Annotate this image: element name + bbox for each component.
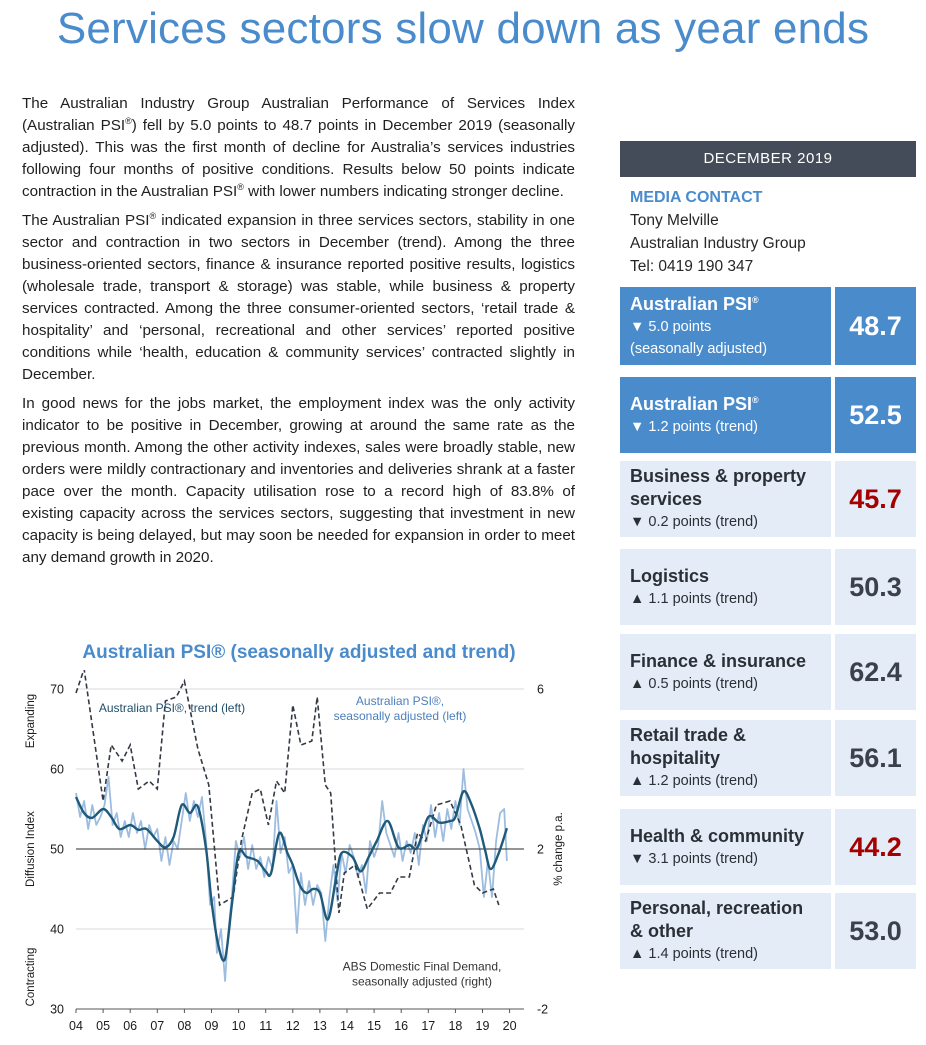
- indicator-card: [620, 461, 916, 537]
- card-label: [620, 377, 831, 453]
- card-name: Personal, recreation & other: [630, 898, 804, 941]
- card-name: Australian PSI®: [630, 393, 759, 414]
- card-label: [620, 287, 831, 365]
- y-tick-right: -2: [537, 1002, 549, 1017]
- sidebar: [620, 141, 916, 962]
- card-value: 44.2: [835, 809, 916, 885]
- contact-org: Australian Industry Group: [630, 235, 806, 252]
- media-contact-label: MEDIA CONTACT: [630, 189, 763, 206]
- x-tick-label: 12: [285, 1019, 300, 1033]
- y-tick-right: 2: [537, 842, 544, 857]
- x-tick-label: 06: [123, 1019, 138, 1033]
- contact-name: Tony Melville: [630, 212, 719, 229]
- y-tick-left: 40: [50, 922, 64, 937]
- annotation-sa-line2: seasonally adjusted (left): [333, 709, 467, 723]
- card-value: 62.4: [835, 634, 916, 710]
- y-tick-left: 50: [50, 842, 64, 857]
- card-label: [620, 893, 831, 969]
- card-name: Health & community: [630, 825, 805, 846]
- card-name: Retail trade & hospitality: [630, 725, 747, 768]
- indicator-card: [620, 634, 916, 710]
- card-value: 52.5: [835, 377, 916, 453]
- y-tick-left: 60: [50, 762, 64, 777]
- card-value: 50.3: [835, 549, 916, 625]
- y-tick-left: 30: [50, 1002, 64, 1017]
- indicator-card: [620, 893, 916, 969]
- registered-mark: ®: [752, 394, 759, 405]
- indicator-card: [620, 720, 916, 796]
- card-change: ▼ 0.2 points (trend): [630, 514, 758, 530]
- x-tick-label: 17: [421, 1019, 436, 1033]
- report-date: DECEMBER 2019: [620, 141, 916, 177]
- card-change: ▼ 1.2 points (trend): [630, 418, 758, 435]
- card-change: ▲ 1.1 points (trend): [630, 590, 758, 607]
- x-tick-label: 05: [96, 1019, 111, 1033]
- x-tick-label: 16: [394, 1019, 409, 1033]
- x-tick-label: 10: [231, 1019, 246, 1033]
- annotation-dfd-line1: ABS Domestic Final Demand,: [342, 959, 502, 974]
- chart-title: Australian PSI® (seasonally adjusted and trend): [82, 642, 516, 663]
- contracting-label: Contracting: [25, 947, 37, 1007]
- y-axis-right-label: % change p.a.: [553, 812, 565, 886]
- card-value: 53.0: [835, 893, 916, 969]
- card-change: ▼ 3.1 points (trend): [630, 850, 758, 867]
- card-name: Business & property services: [630, 466, 807, 509]
- paragraph-2: The Australian PSI® indicated expansion in three services sectors, stability in one sector and contraction in two sectors in December (trend). Among the three business-oriented sectors, finance & insurance reported positive results, logistics (wholesale trade, transport & storage) was stable, while business & property services contracted. Among the three consumer-oriented sectors, ‘retail trade & hospitality’ and ‘personal, recreational and other services’ reported positive conditions while ‘health, education & community services’ contracted slightly in December.: [22, 210, 576, 383]
- y-tick-right: 6: [537, 682, 544, 697]
- x-tick-label: 13: [312, 1019, 327, 1033]
- x-tick-label: 20: [502, 1019, 517, 1033]
- x-tick-label: 11: [259, 1019, 273, 1033]
- series-seasonally-adjusted-line: [76, 769, 507, 981]
- registered-mark: ®: [752, 294, 759, 305]
- card-label: [620, 634, 831, 710]
- page-title: Services sectors slow down as year ends: [56, 4, 870, 53]
- paragraph-3: In good news for the jobs market, the employment index was the only activity indicator to be positive in December, growing at around the same rate as the previous month. Among the other activity indexes, sales were broadly stable, new orders were mildly contractionary and inventories and deliveries shrank at a faster pace over the month. Capacity utilisation rose to a record high of 83.8% of existing capacity across the services sectors, suggesting that investment in new capacity is being delayed, but may soon be needed for expansion in order to meet any demand growth in 2020.: [22, 395, 575, 566]
- card-label: [620, 461, 831, 537]
- x-tick-label: 18: [448, 1019, 463, 1033]
- annotation-trend: Australian PSI®, trend (left): [98, 701, 246, 716]
- card-label: [620, 809, 831, 885]
- card-label: [620, 549, 831, 625]
- annotation-dfd-line2: seasonally adjusted (right): [351, 974, 493, 989]
- y-axis-left-label: Diffusion Index: [25, 811, 37, 887]
- annotation-sa-line1: Australian PSI®,: [355, 694, 445, 708]
- x-tick-label: 08: [177, 1019, 192, 1033]
- card-name: Australian PSI®: [630, 293, 759, 314]
- indicator-card: [620, 549, 916, 625]
- indicator-card: [620, 377, 916, 453]
- expanding-label: Expanding: [25, 693, 37, 749]
- card-value: 48.7: [835, 287, 916, 365]
- card-value: 45.7: [835, 461, 916, 537]
- card-change: ▲ 0.5 points (trend): [630, 675, 758, 692]
- series-trend-line: [76, 791, 507, 961]
- x-tick-label: 14: [340, 1019, 354, 1033]
- indicator-card: [620, 809, 916, 885]
- x-tick-label: 19: [475, 1019, 490, 1033]
- card-change: ▲ 1.4 points (trend): [630, 946, 758, 962]
- paragraph-1: The Australian Industry Group Australian Performance of Services Index (Australian PSI®) fell by 5.0 points to 48.7 points in December 2019 (seasonally adjusted). This was the first month of decline for Australia’s services industries following four months of positive conditions. Results below 50 points indicate contraction in the Australian PSI® with lower numbers indicating stronger decline.: [22, 95, 576, 200]
- card-name: Finance & insurance: [630, 650, 807, 671]
- article-body: [22, 93, 575, 576]
- card-label: [620, 720, 831, 796]
- card-value: 56.1: [835, 720, 916, 796]
- x-tick-label: 15: [367, 1019, 382, 1033]
- x-tick-label: 04: [69, 1019, 83, 1033]
- card-change-note: (seasonally adjusted): [630, 340, 768, 357]
- card-name: Logistics: [630, 565, 710, 586]
- psi-chart: [0, 670, 600, 1045]
- indicator-card: [620, 287, 916, 365]
- card-change: ▼ 5.0 points: [630, 318, 712, 335]
- contact-tel[interactable]: Tel: 0419 190 347: [630, 258, 754, 275]
- x-tick-label: 09: [204, 1019, 219, 1033]
- y-tick-left: 70: [50, 682, 64, 697]
- x-tick-label: 07: [150, 1019, 165, 1033]
- card-change: ▲ 1.2 points (trend): [630, 773, 758, 789]
